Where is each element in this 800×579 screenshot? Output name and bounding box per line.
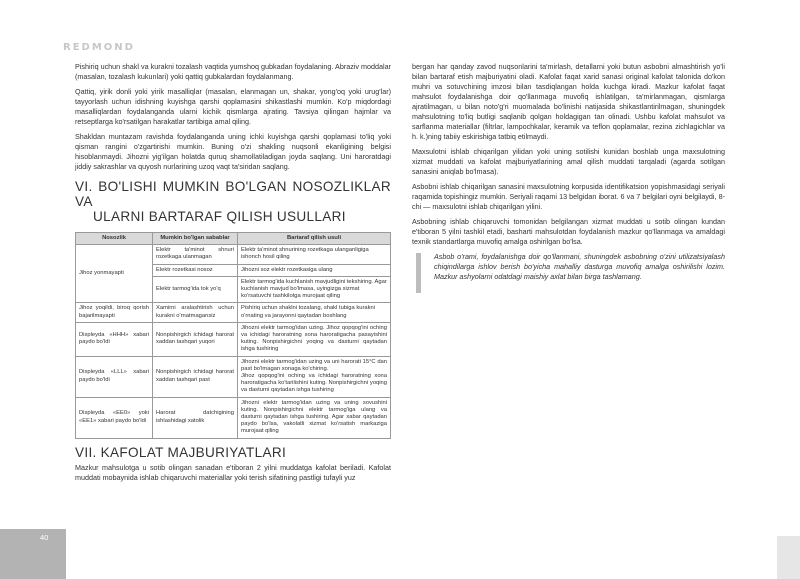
fault-cell: Displeyda «EE0» yoki «EE1» xabari paydo bo'ldi: [76, 397, 153, 438]
table-row: [76, 322, 391, 356]
care-paragraph-3: Shakldan muntazam ravishda foydalanganda uning ichki kuyishga qarshi qoplamasi to'liq yoki qisman rangini o'zgartirishi mumkin. Buning o'zi shakling nuqsonli ekanligining belgisi hisoblanmaydi. Jihozni yig'ilgan holatda quruq shamollatiladigan joyda saqlang. Uni haroratdagi jiddiy sakrashlar va quyosh nurlarining uzoq vaqt ta'siridan saqlang.: [75, 132, 391, 171]
fix-cell: Jihozni elektr tarmog'idan uzing. Jihoz qopqog'ini oching va ichidagi haroratning xona haroratigacha pasayishini kuting. Nonpishirgichni yoqing va dasturni qaytadan ishga tushiring: [238, 322, 391, 356]
table-row: [76, 303, 391, 322]
serial-number-paragraph: Asbobni ishlab chiqarilgan sanasini maxsulotning korpusida identifikatsion yopishmasidagi seriyali raqamida topishingiz mumkin. Seriyali raqami 13 belgidan iborat. 6 va 7 belgilari oyni belgilaydi, 8-chi — maxsulotni ishlab chiqarilgan yilini.: [412, 182, 725, 211]
cause-cell: Elektr tarmog'ida tok yo'q: [153, 276, 238, 303]
fault-cell: Displeyda «LLL» xabari paydo bo'ldi: [76, 356, 153, 397]
cause-cell: Elektr ta'minot shnuri rozetkaga ulanmagan: [153, 245, 238, 264]
disposal-note: [412, 252, 725, 282]
troubleshooting-table: [75, 232, 391, 439]
page-number: 40: [40, 533, 49, 542]
cause-cell: Nonpishirgich ichidagi harorat xaddan tashqari yuqori: [153, 322, 238, 356]
fix-cell: Jihozni elektr tarmog'idan uzing va uning sovushini kuting. Nonpishirgichni elektr tarmog'iga ulang va dasturni qaytadan ishga tushiring. Agar xabar qaytadan paydo bo'lsa, vakolatli xizmat ko'rsatish markaziga murojaat qiling: [238, 397, 391, 438]
table-row: [76, 356, 391, 397]
section-7-heading: VII. KAFOLAT MAJBURIYATLARI: [75, 444, 287, 460]
care-paragraph-2: Qattiq, yirik donli yoki yirik masalliqlar (masalan, elanmagan un, shakar, yong'oq yoki urug'lar) tayyorlash uchun idishning kuyishga qarshi qoplamasini shikastlashi mumkin. Ko'p miqdordagi masalliqlardan foydalanganda ularni kichik qismlarga ajrating. Tavsiya qilingan hajmlar va retseptlarga ko'rsatilgan harakatlar tartibiga amal qiling.: [75, 87, 391, 126]
page-number-tab: [0, 529, 66, 579]
header-fix: Bartaraf qilish usuli: [238, 233, 391, 245]
corner-tab: [777, 536, 800, 579]
care-paragraph-1: Pishiriq uchun shakl va kurakni tozalash vaqtida yumshoq gubkadan foydalaning. Abraziv moddalar (masalan, tozalash kukunlari) yoki qattiq gubkalardan foydalanmang.: [75, 62, 391, 81]
fault-cell: Displeyda «HHH» xabari paydo bo'ldi: [76, 322, 153, 356]
table-row: [76, 245, 391, 264]
fix-cell: Pishiriq uchun shaklni tozalang, shakl tubiga kurakni o'rnating va jarayonni qaytadan boshlang: [238, 303, 391, 322]
fault-cell: Jihoz yoqildi, biroq qorish bajarilmayapti: [76, 303, 153, 322]
fault-cell: Jihoz yonmayapti: [76, 245, 153, 303]
cause-cell: Nonpishirgich ichidagi harorat xaddan tashqari past: [153, 356, 238, 397]
right-column: [412, 62, 725, 282]
service-term-paragraph: Asbobning ishlab chiqaruvchi tomonidan belgilangan xizmat muddati u sotib olingan kundan e'tiboran 5 yilni tashkil etadi, basharti mahsulotdan foydalanish mazkur qo'llanmaga va amaldagi texnik standartlarga muvofiq amalga oshirilgan bo'lsa.: [412, 217, 725, 246]
header-cause: Mumkin bo'lgan sabablar: [153, 233, 238, 245]
brand-logo: REDMOND: [63, 42, 135, 53]
disposal-note-text: Asbob o'rami, foydalanishga doir qo'llanmani, shuningdek asbobning o'zini utilizatsiyalash chiqindilarga ishlov berish bo'yicha mahalliy dasturga muvofiq amalga oshirilishi lozim. Mazkur ashyolarni odatdagi maishiy axlat bilan birga tashlamang.: [434, 252, 725, 281]
fix-cell: Jihozni elektr tarmog'idan uzing va uni harorati 15°C dan past bo'lmagan xonaga ko'chiring. Jihoz qopqog'ini oching va ichidagi haroratning xona haroratigacha ko'tarilishini kuting. Nonpishirgichni yoqing va dasturni qaytadan ishga tushiring: [238, 356, 391, 397]
cause-cell: Harorat datchigining ishlashidagi xatolik: [153, 397, 238, 438]
fix-cell: Elektr tarmog'ida kuchlanish mavjudligini tekshiring. Agar kuchlanish mavjud bo'lmasa, uyingizga xizmat ko'rsatuvchi tashkilotga murojaat qiling: [238, 276, 391, 303]
fix-cell: Elektr ta'minot shnurining rozetkaga ulanganligiga ishonch hosil qiling: [238, 245, 391, 264]
section-6-heading-line-1: VI. BO'LISHI MUMKIN BO'LGAN NOSOZLIKLAR VA: [75, 179, 391, 209]
warranty-paragraph-1: Mazkur mahsulotga u sotib olingan sanadan e'tiboran 2 yilni muddatga kafolat beriladi. Kafolat muddati mobaynida ishlab chiqaruvchi materiallar yoki terish sifatining pastligi tufayli yuz: [75, 462, 391, 482]
warranty-paragraph-2: bergan har qanday zavod nuqsonlarini ta'mirlash, detallarni yoki butun asbobni almashtirish yo'li bilan bartaraf etish majburiyatini oladi. Kafolat faqat xarid sanasi original kafolat talonida do'kon muhri va sotuvchining imzosi bilan tasdiqlangan holda kuchga kiradi. Mazkur kafolat faqat mahsulot foydalanishga doir qo'llanmaga muvofiq ishlatilgan, ta'mirlanmagan, qismlarga ajratilmagan, u bilan noto'g'ri muomalada bo'linishi natijasida shikastlantirilmagan, shuningdek mahsulotning to'liq butligi saqlanib qolgan holdagigan tan olinadi. Ushbu kafolat mahsulot va sarflanma materiallar (filtrlar, lampochkalar, keramik va teflon qoplamalar, rezina zichlagichlar va h. k.)ning tabiiy eskirishiga tatbiq etilmaydi.: [412, 62, 725, 141]
table-row: [76, 397, 391, 438]
fix-cell: Jihozni soz elektr rozetkasiga ulang: [238, 264, 391, 276]
quote-bar: [416, 253, 421, 293]
section-6-heading-line-2: ULARNI BARTARAF QILISH USULLARI: [93, 209, 346, 224]
table-header-row: [76, 233, 391, 245]
cause-cell: Xamirni aralashtirish uchun kurakni o'rnatmagansiz: [153, 303, 238, 322]
section-6-heading: [75, 179, 391, 224]
header-fault: Nosozlik: [76, 233, 153, 245]
cause-cell: Elektr rozetkasi nosoz: [153, 264, 238, 276]
service-life-paragraph: Maxsulotni ishlab chiqarilgan yilidan yoki uning sotilishi kunidan boshlab unga maxsulotning xizmat muddati va kafolat majburiyatlarining amal qilish muddati tarqaladi (agarda sotilgan sanasini aniqlab bo'lmasa).: [412, 147, 725, 176]
left-column: [75, 62, 391, 488]
